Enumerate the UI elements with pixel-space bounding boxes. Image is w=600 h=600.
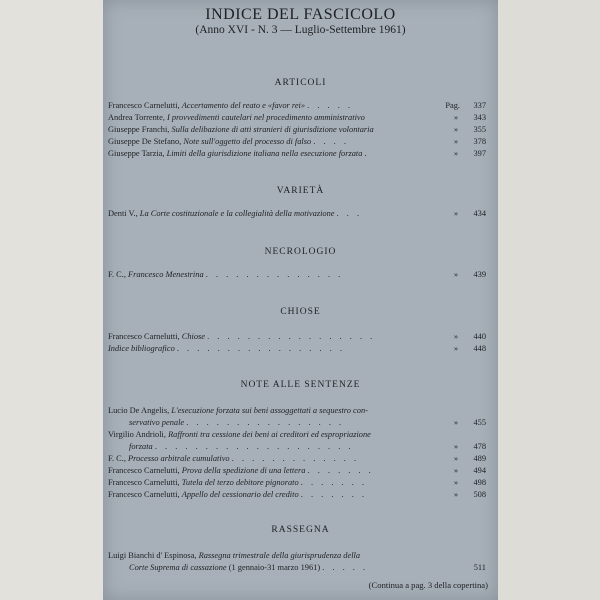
entry-dots: . . . . . . . . . . . . . xyxy=(231,454,360,463)
pag-label: Pag. xyxy=(445,101,460,110)
page-subtitle: (Anno XVI - N. 3 — Luglio-Settembre 1961) xyxy=(195,24,406,36)
entry-title: Prova della spedizione di una lettera xyxy=(181,466,306,475)
section-heading-note: NOTE ALLE SENTENZE xyxy=(240,380,361,390)
entry-author: F. C., xyxy=(108,270,126,279)
index-entry xyxy=(108,269,486,281)
entry-author: Virgilio Andrioli, xyxy=(108,430,166,439)
continuation-note: (Continua a pag. 3 della copertina) xyxy=(368,580,488,590)
entry-page: 378 xyxy=(473,137,486,146)
index-entry xyxy=(108,477,486,489)
entry-author: Francesco Carnelutti, xyxy=(108,466,180,475)
entry-author: Francesco Carnelutti, xyxy=(108,101,180,110)
section-heading-chiose: CHIOSE xyxy=(280,307,321,317)
index-entry xyxy=(108,489,486,501)
index-entry-continuation xyxy=(129,441,486,453)
background-left xyxy=(0,0,103,600)
entry-title: Francesco Menestrina xyxy=(128,270,204,279)
section-heading-articoli: ARTICOLI xyxy=(274,78,327,88)
entry-page: 448 xyxy=(473,344,486,353)
ditto-mark: » xyxy=(453,332,458,341)
ditto-mark: » xyxy=(453,478,458,487)
index-entry xyxy=(108,136,486,148)
index-entry xyxy=(108,429,486,441)
ditto-mark: » xyxy=(453,270,458,279)
entry-dots: . . . . . . . . . . . . . . . . xyxy=(186,418,345,427)
ditto-mark: » xyxy=(453,209,458,218)
ditto-mark: » xyxy=(453,466,458,475)
ditto-mark: » xyxy=(453,149,458,158)
entry-dots: . . . . . . . . . . . . . . . . . xyxy=(176,344,345,353)
ditto-mark: » xyxy=(453,113,458,122)
index-entry xyxy=(108,550,486,562)
entry-title: Raffronti tra cessione dei beni ai creditori ed espropriazione xyxy=(168,430,371,439)
entry-title: Accertamento del reato e «favor rei» xyxy=(181,101,306,110)
entry-author: Giuseppe Tarzia, xyxy=(108,149,165,158)
entry-author: Andrea Torrente, xyxy=(108,113,165,122)
entry-author: Luigi Bianchi d' Espinosa, xyxy=(108,551,197,560)
entry-page: 337 xyxy=(473,101,486,110)
entry-page: 508 xyxy=(473,490,486,499)
page-title: INDICE DEL FASCICOLO xyxy=(205,6,396,23)
entry-author: F. C., xyxy=(108,454,126,463)
background-right xyxy=(498,0,600,600)
entry-dots: . . . . . xyxy=(307,101,354,110)
entry-page: 440 xyxy=(473,332,486,341)
index-entry xyxy=(108,331,486,343)
ditto-mark: » xyxy=(453,442,458,451)
index-entry xyxy=(108,100,486,112)
entry-page: 511 xyxy=(473,563,486,572)
index-entry xyxy=(108,453,486,465)
entry-page: 343 xyxy=(473,113,486,122)
entry-title: Chiose xyxy=(181,332,205,341)
index-entry xyxy=(108,148,486,160)
entry-dots: . xyxy=(364,149,370,158)
entry-date-range: (1 gennaio-31 marzo 1961) xyxy=(228,563,321,572)
entry-title: Tutela del terzo debitore pignorato xyxy=(181,478,299,487)
index-entry-continuation xyxy=(129,417,486,429)
entry-dots: . . . . . . . . . . . . . . . . . . . . xyxy=(154,442,354,451)
ditto-mark: » xyxy=(453,454,458,463)
entry-page: 397 xyxy=(473,149,486,158)
section-heading-varieta: VARIETÀ xyxy=(276,186,325,196)
entry-title: Processo arbitrale cumulativo xyxy=(128,454,230,463)
entry-title: I provvedimenti cautelari nel procedimento amministrativo xyxy=(167,113,365,122)
entry-dots: . . . . xyxy=(313,137,349,146)
ditto-mark: » xyxy=(453,344,458,353)
entry-title: Sulla delibazione di atti stranieri di giurisdizione volontaria xyxy=(171,125,374,134)
entry-author: Giuseppe De Stefano, xyxy=(108,137,182,146)
entry-dots: . . . . . . . xyxy=(300,478,367,487)
section-heading-rassegna: RASSEGNA xyxy=(271,525,330,535)
index-page xyxy=(103,0,498,600)
index-entry xyxy=(108,465,486,477)
entry-dots: . . . . . . . . . . . . . . . . . xyxy=(207,332,376,341)
entry-page: 434 xyxy=(473,209,486,218)
entry-page: 355 xyxy=(473,125,486,134)
entry-author: Lucio De Angelis, xyxy=(108,406,170,415)
entry-title-cont: forzata xyxy=(129,442,153,451)
entry-author: Giuseppe Franchi, xyxy=(108,125,170,134)
entry-page: 498 xyxy=(473,478,486,487)
entry-dots: . . . . . . . xyxy=(307,466,374,475)
entry-title: Limiti della giurisdizione italiana nella esecuzione forzata xyxy=(166,149,363,158)
entry-page: 489 xyxy=(473,454,486,463)
entry-page: 478 xyxy=(473,442,486,451)
entry-author: Francesco Carnelutti, xyxy=(108,332,180,341)
entry-dots: . . . . . . . xyxy=(300,490,367,499)
ditto-mark: » xyxy=(453,490,458,499)
entry-title: Indice bibliografico xyxy=(108,344,175,353)
index-entry xyxy=(108,343,486,355)
ditto-mark: » xyxy=(453,418,458,427)
entry-page: 439 xyxy=(473,270,486,279)
index-entry xyxy=(108,405,486,417)
index-entry xyxy=(108,208,486,220)
entry-page: 494 xyxy=(473,466,486,475)
ditto-mark: » xyxy=(453,137,458,146)
entry-title: Rassegna trimestrale della giurisprudenza della xyxy=(198,551,361,560)
ditto-mark: » xyxy=(453,125,458,134)
index-entry xyxy=(108,112,486,124)
index-entry-continuation xyxy=(129,562,486,574)
entry-title: La Corte costituzionale e la collegialità della motivazione xyxy=(139,209,335,218)
entry-author: Francesco Carnelutti, xyxy=(108,478,180,487)
entry-dots: . . . . . . . . . . . . . . xyxy=(205,270,344,279)
entry-dots: . . . . . xyxy=(322,563,369,572)
entry-title-cont: servativo penale xyxy=(129,418,185,427)
entry-title-cont: Corte Suprema di cassazione xyxy=(129,563,227,572)
entry-page: 455 xyxy=(473,418,486,427)
entry-title: L'esecuzione forzata sui beni assoggettati a sequestro con- xyxy=(171,406,368,415)
entry-title: Note sull'oggetto del processo di falso xyxy=(183,137,312,146)
index-entry xyxy=(108,124,486,136)
entry-dots: . . . xyxy=(336,209,363,218)
entry-author: Francesco Carnelutti, xyxy=(108,490,180,499)
entry-title: Appello del cessionario del credito xyxy=(181,490,299,499)
section-heading-necrologio: NECROLOGIO xyxy=(264,247,337,257)
entry-author: Denti V., xyxy=(108,209,138,218)
